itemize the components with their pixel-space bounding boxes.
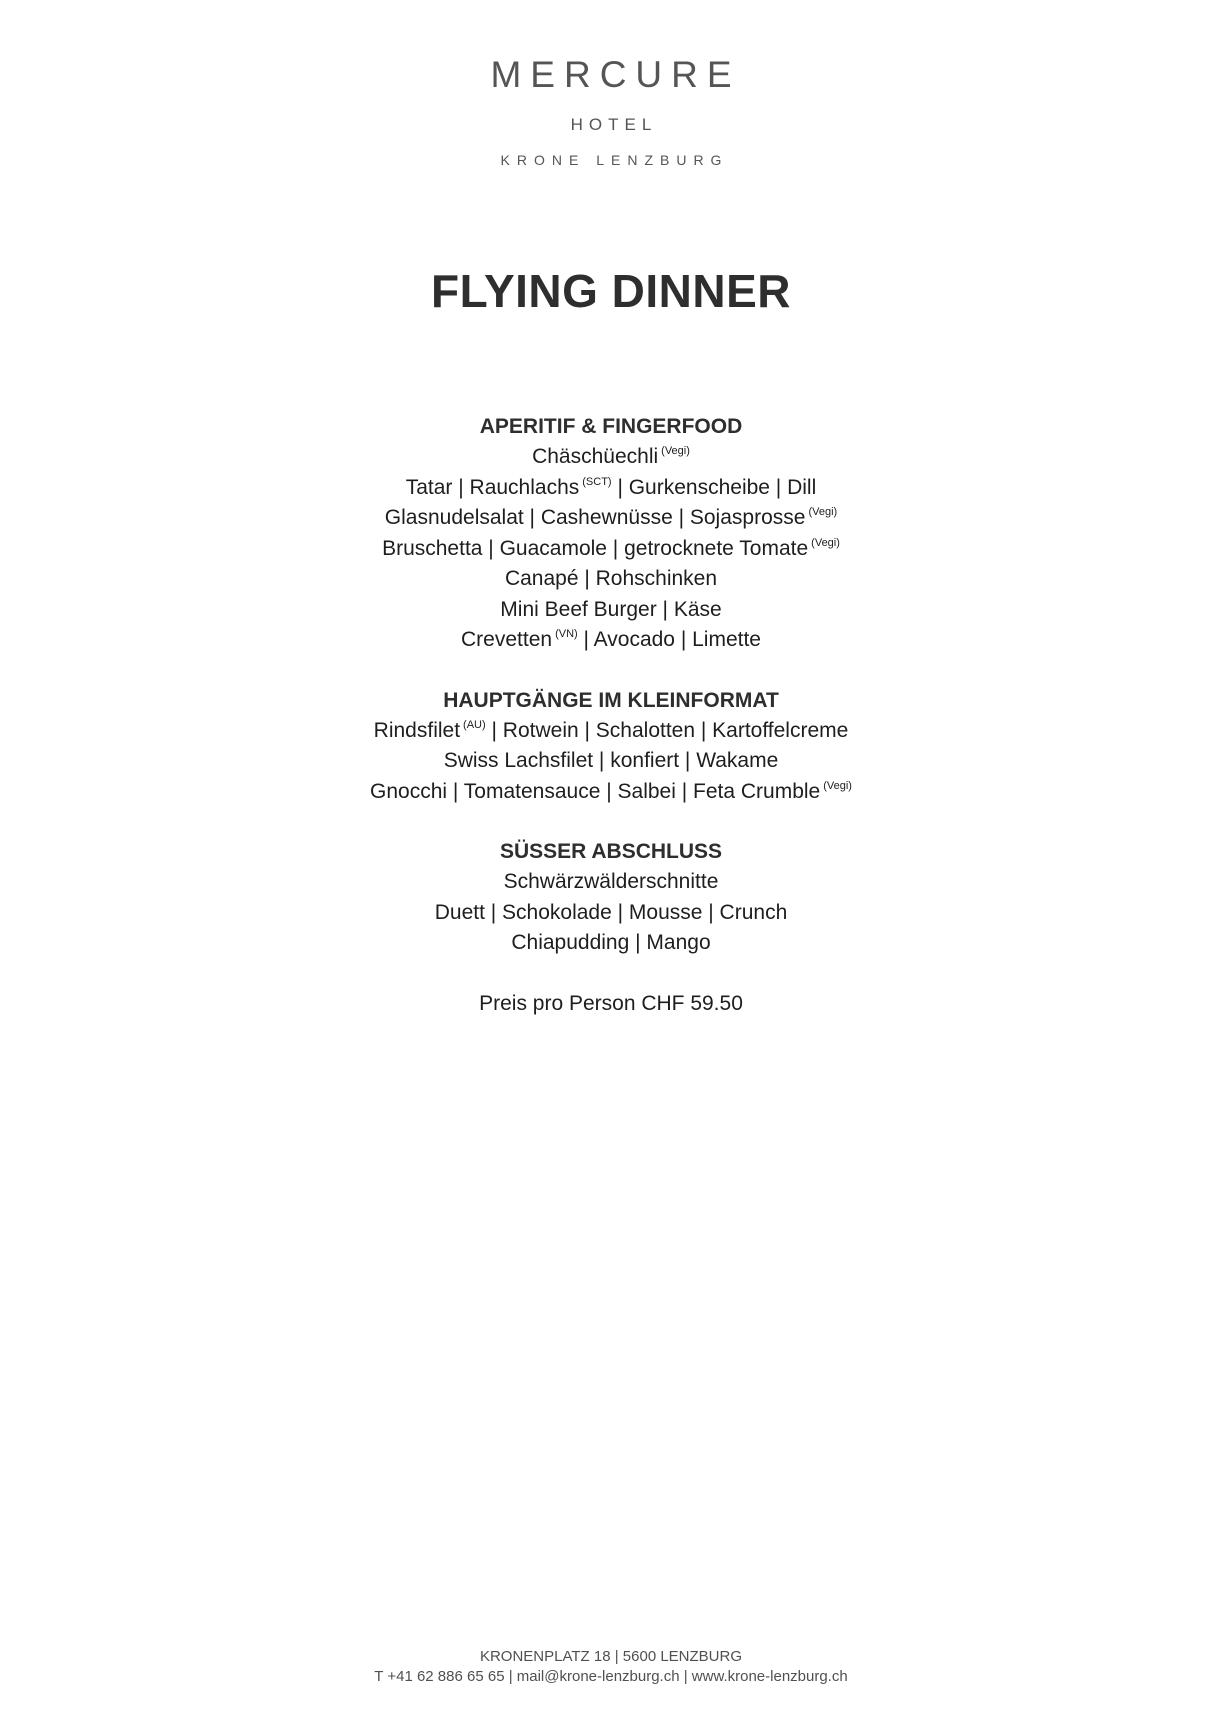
dish-line: Swiss Lachsfilet | konfiert | Wakame — [443, 749, 779, 772]
dish-line: Rindsfilet $^{(AU)}$ | Rotwein | Schalotten | Kartoffelcreme — [373, 718, 849, 742]
dish-line: Duett | Schokolade | Mousse | Crunch — [434, 900, 788, 924]
menu-section-dessert — [0, 837, 1222, 959]
menu-title: FLYING DINNER — [430, 265, 792, 317]
dish-line: Chiapudding | Mango — [511, 931, 711, 954]
section-heading: HAUPTGÄNGE IM KLEINFORMAT — [443, 688, 779, 712]
dish-note: (Vegi) — [808, 506, 838, 518]
dish-note: (Vegi) — [823, 779, 852, 792]
footer-address: KRONENPLATZ 18 | 5600 LENZBURG — [479, 1648, 743, 1665]
dish-line: Bruschetta | Guacamole | getrocknete Tomate $^{(Vegi)}$ — [382, 536, 840, 560]
hotel-logo — [0, 50, 1222, 170]
logo-brand: MERCURE — [490, 54, 741, 95]
dish-note: (Vegi) — [661, 445, 690, 457]
menu-section-aperitif — [0, 412, 1222, 656]
dish-line: Chäschüechli $^{(Vegi)}$ — [532, 445, 690, 468]
menu-body — [0, 412, 1222, 1019]
dish-line: Crevetten $^{(VN)}$ | Avocado | Limette — [461, 628, 761, 651]
dish-line: Tatar | Rauchlachs $^{(SCT)}$ | Gurkenscheibe | Dill — [405, 475, 817, 499]
dish-note: (AU) — [463, 718, 486, 731]
dish-line: Gnocchi | Tomatensauce | Salbei | Feta Crumble $^{(Vegi)}$ — [370, 779, 852, 803]
dish-note: (SCT) — [582, 475, 612, 488]
dish-line: Glasnudelsalat | Cashewnüsse | Sojasprosse $^{(Vegi)}$ — [384, 506, 838, 529]
dish-line: Canapé | Rohschinken — [504, 567, 718, 590]
section-heading: APERITIF & FINGERFOOD — [479, 415, 743, 438]
dish-line: Schwärzwälderschnitte — [503, 870, 719, 893]
logo-location: KRONE LENZBURG — [500, 152, 729, 168]
logo-hotel: HOTEL — [570, 115, 658, 134]
footer-contact: T +41 62 886 65 65 | mail@krone-lenzburg.ch | www.krone-lenzburg.ch — [374, 1668, 848, 1685]
dish-line: Mini Beef Burger | Käse — [500, 597, 722, 621]
dish-note: (Vegi) — [811, 536, 840, 549]
footer — [0, 1647, 1222, 1687]
menu-section-main — [0, 686, 1222, 808]
price-per-person: Preis pro Person CHF 59.50 — [479, 991, 743, 1015]
dish-note: (VN) — [555, 628, 578, 640]
section-heading: SÜSSER ABSCHLUSS — [499, 840, 723, 863]
